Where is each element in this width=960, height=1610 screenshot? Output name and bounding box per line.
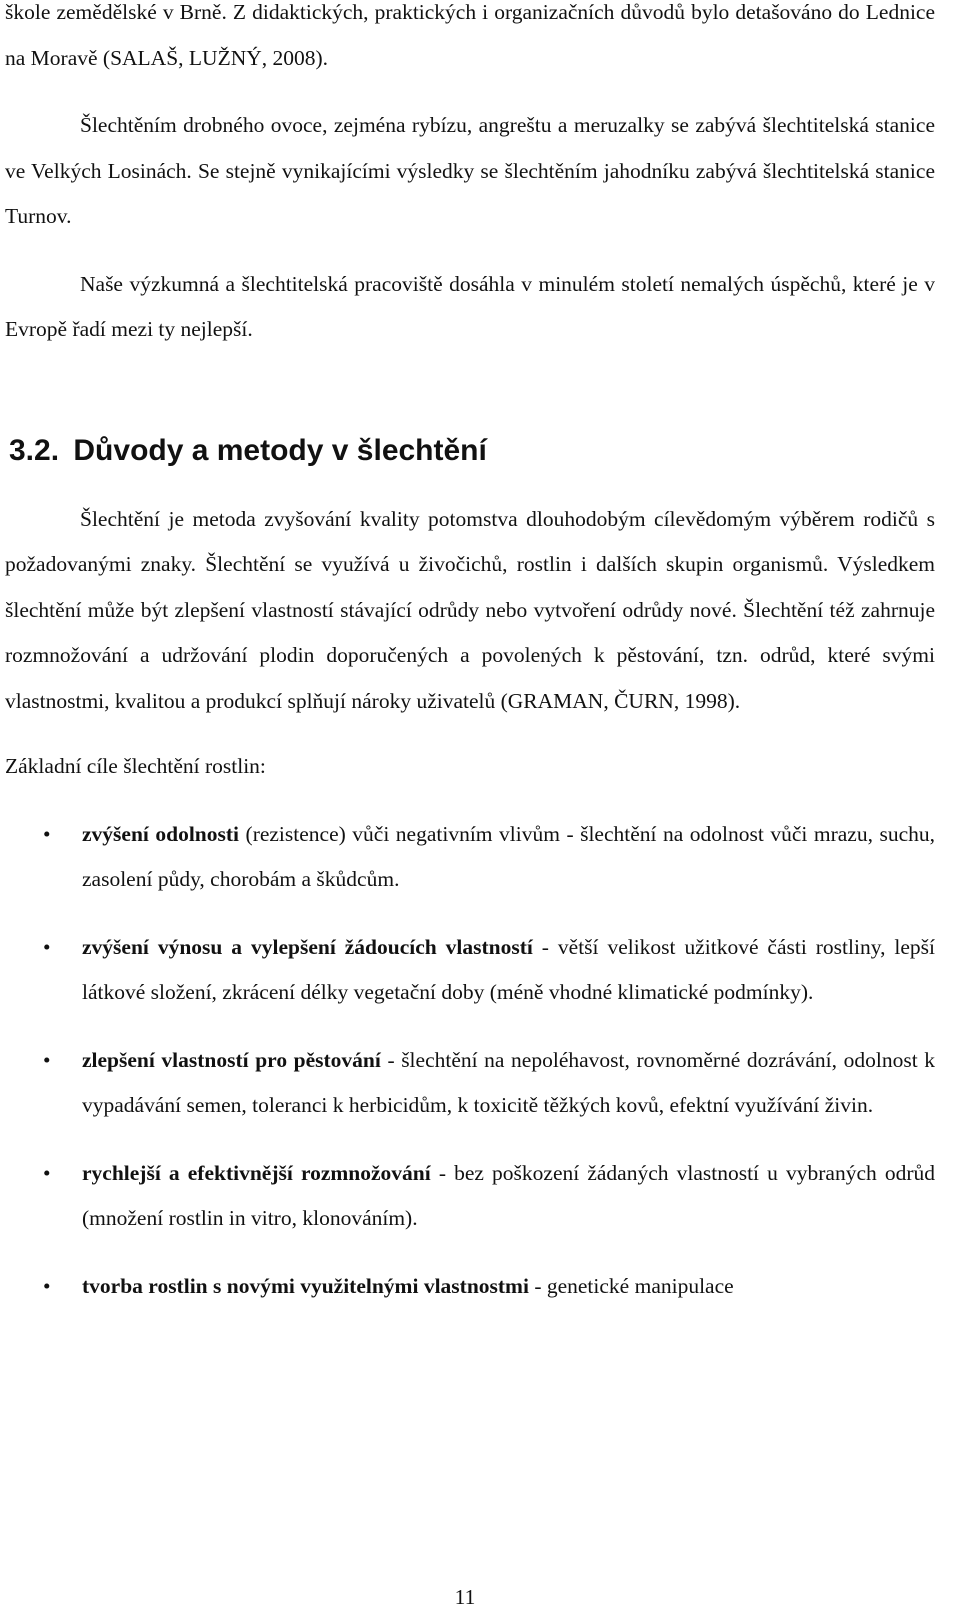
goal-text: - bez poškození žádaných vlastností u vybraných odrůd (množení rostlin in vitro, klonováním). <box>82 1160 935 1230</box>
goal-term: zvýšení odolnosti <box>82 821 240 846</box>
bullet-icon: • <box>43 1160 51 1185</box>
document-page <box>5 0 935 1331</box>
list-item <box>5 925 935 1016</box>
goal-term: tvorba rostlin s novými využitelnými vlastnostmi <box>82 1273 529 1298</box>
bullet-icon: • <box>43 821 51 846</box>
list-item <box>5 1151 935 1242</box>
list-item <box>5 812 935 903</box>
goal-term: zvýšení výnosu a vylepšení žádoucích vlastností <box>82 934 533 959</box>
paragraph-pracoviste: Naše výzkumná a šlechtitelská pracoviště dosáhla v minulém století nemalých úspěchů, které je v Evropě řadí mezi ty nejlepší. <box>5 271 935 341</box>
goal-term: zlepšení vlastností pro pěstování <box>82 1047 381 1072</box>
goal-term: rychlejší a efektivnější rozmnožování <box>82 1160 431 1185</box>
paragraph-lednice: škole zemědělské v Brně. Z didaktických, praktických i organizačních důvodů bylo detašováno do Lednice na Moravě (SALAŠ, LUŽNÝ, 2008). <box>5 0 935 70</box>
bullet-icon: • <box>43 934 51 959</box>
goal-text: - šlechtění na nepoléhavost, rovnoměrné dozrávání, odolnost k vypadávání semen, toleranci k herbicidům, k toxicitě těžkých kovů, efektní využívání živin. <box>82 1047 936 1117</box>
goal-text: - genetické manipulace <box>528 1273 734 1298</box>
goal-text: - větší velikost užitkové části rostliny, lepší látkové složení, zkrácení délky vegetační doby (méně vhodné klimatické podmínky). <box>82 934 935 1004</box>
section-title: Důvody a metody v šlechtění <box>73 433 487 467</box>
bullet-icon: • <box>43 1047 51 1072</box>
page-number: 11 <box>454 1585 476 1609</box>
list-item <box>5 1038 935 1129</box>
list-item <box>5 1264 935 1310</box>
goal-text: (rezistence) vůči negativním vlivům - šlechtění na odolnost vůči mrazu, suchu, zasolení půdy, chorobám a škůdcům. <box>82 821 935 891</box>
goals-intro: Základní cíle šlechtění rostlin: <box>5 754 266 778</box>
bullet-icon: • <box>43 1273 51 1298</box>
goals-list <box>5 812 935 1310</box>
section-number: 3.2. <box>9 433 60 467</box>
paragraph-drobne-ovoce: Šlechtěním drobného ovoce, zejména rybízu, angreštu a meruzalky se zabývá šlechtitelská stanice ve Velkých Losinách. Se stejně vynikajícími výsledky se šlechtěním jahodníku zabývá šlechtitelská stanice Turnov. <box>5 113 935 228</box>
paragraph-definice-slechteni: Šlechtění je metoda zvyšování kvality potomstva dlouhodobým cílevědomým výběrem rodičů s požadovanými znaky. Šlechtění se využívá u živočichů, rostlin i dalších skupin organismů. Výsledkem šlechtění může být zlepšení vlastností stávající odrůdy nebo vytvoření odrůdy nové. Šlechtění též zahrnuje rozmnožování a udržování plodin doporučených a povolených k pěstování, tzn. odrůd, které svými vlastnostmi, kvalitou a produkcí splňují nároky uživatelů (GRAMAN, ČURN, 1998). <box>5 506 935 713</box>
section-heading <box>9 431 935 471</box>
